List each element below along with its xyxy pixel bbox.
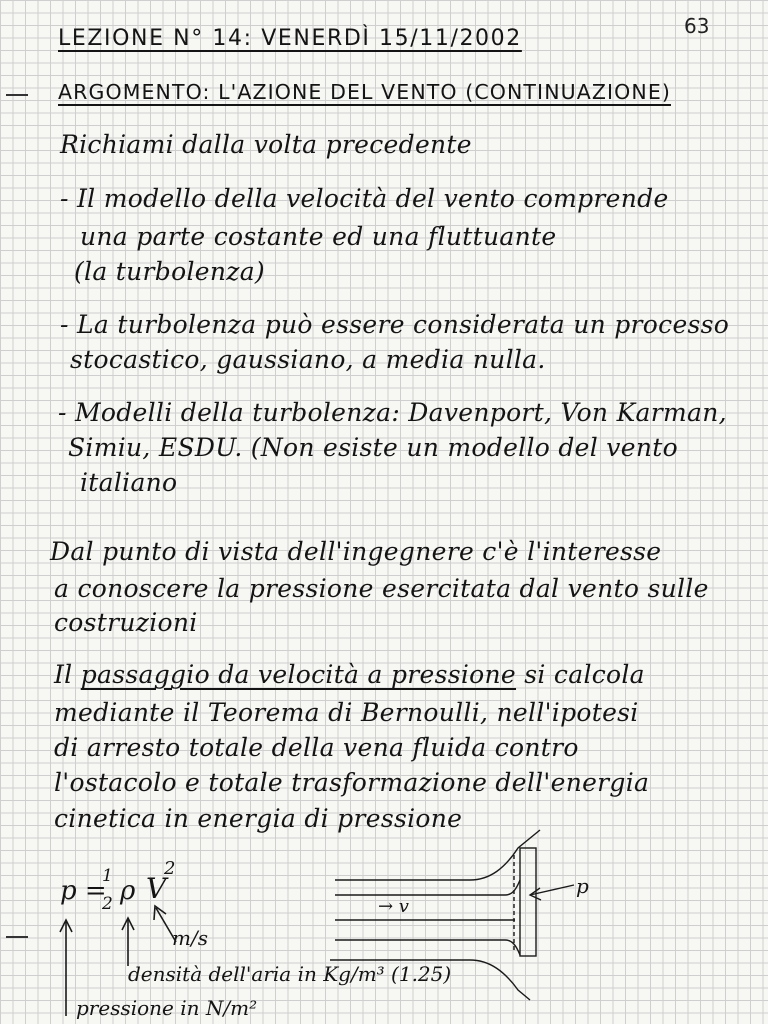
fraction-denominator: 2 (102, 894, 113, 914)
flow-line (335, 940, 520, 955)
bullet-line: italiano (80, 468, 178, 497)
underlined-phrase: passaggio da velocità a pressione (80, 660, 517, 689)
paragraph-line: cinetica in energia di pressione (54, 804, 463, 833)
velocity-exponent: 2 (164, 858, 176, 879)
paragraph-text: si calcola (516, 660, 645, 689)
flow-line (335, 880, 520, 895)
paragraph-line: l'ostacolo e totale trasformazione dell'energia (54, 768, 650, 797)
flow-line (330, 960, 530, 1000)
topic-heading: ARGOMENTO: L'AZIONE DEL VENTO (CONTINUAZIONE) (58, 80, 671, 104)
paragraph-line: Dal punto di vista dell'ingegnere c'è l'interesse (50, 537, 662, 566)
lesson-heading: LEZIONE N° 14: VENERDÌ 15/11/2002 (58, 26, 522, 51)
velocity-symbol: V (146, 872, 167, 905)
page-number: 63 (684, 14, 710, 38)
velocity-arrow-head (154, 906, 166, 920)
paragraph-line: costruzioni (54, 608, 198, 637)
flow-line (335, 830, 540, 880)
bullet-line: Simiu, ESDU. (Non esiste un modello del vento (68, 433, 678, 462)
velocity-arrow-label: → v (378, 896, 409, 917)
obstacle-wall (520, 848, 536, 956)
flow-diagram (330, 830, 574, 1000)
recap-heading: Richiami dalla volta precedente (60, 130, 472, 159)
paragraph-line: a conoscere la pressione esercitata dal vento sulle (54, 574, 709, 603)
bullet-line: - Modelli della turbolenza: Davenport, Von Karman, (58, 398, 727, 427)
pressure-label: p (576, 874, 589, 898)
bullet-line: - La turbolenza può essere considerata un processo (60, 310, 730, 339)
paragraph-line: mediante il Teorema di Bernoulli, nell'ipotesi (54, 698, 639, 727)
paragraph-line: di arresto totale della vena fluida contro (54, 733, 579, 762)
density-symbol: ρ (120, 876, 136, 906)
bullet-line: stocastico, gaussiano, a media nulla. (70, 345, 546, 374)
bullet-line: una parte costante ed una fluttuante (80, 222, 557, 251)
bullet-line: (la turbolenza) (74, 257, 265, 286)
fraction-numerator: 1 (102, 866, 113, 886)
pressure-unit-label: pressione in N/m² (76, 996, 258, 1020)
density-unit-label: densità dell'aria in Kg/m³ (1.25) (128, 962, 452, 986)
formula-arrows (60, 906, 176, 1016)
bullet-line: - Il modello della velocità del vento comprende (60, 184, 669, 213)
paragraph-text: Il (54, 660, 81, 689)
velocity-unit-label: m/s (172, 926, 208, 950)
formula-lhs: p = (60, 876, 107, 906)
